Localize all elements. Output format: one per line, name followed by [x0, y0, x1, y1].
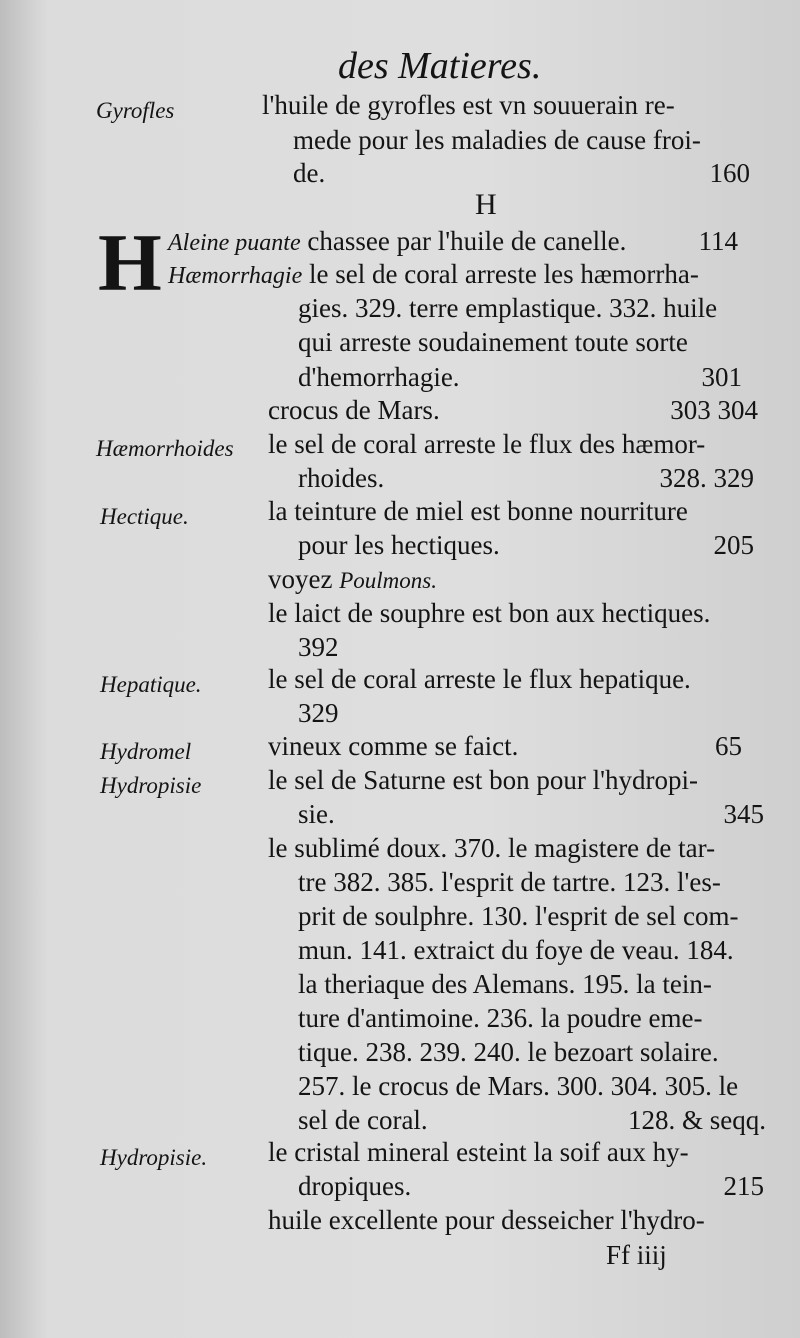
page-reference: 128. & seqq. — [628, 1105, 766, 1135]
entry-line: sel de coral. — [298, 1105, 428, 1135]
page-reference: 303 304 — [670, 395, 758, 425]
entry-line — [268, 564, 437, 595]
margin-heading-hepatique: Hepatique. — [100, 672, 202, 697]
entry-line: dropiques. — [298, 1171, 412, 1201]
page-reference: 160 — [709, 158, 750, 188]
entry-lead-haleine: Aleine puante — [168, 230, 301, 256]
running-header: des Matieres. — [338, 45, 542, 87]
entry-line: mede pour les maladies de cause froi- — [293, 125, 701, 155]
entry-line: crocus de Mars. — [268, 395, 440, 425]
entry-line: qui arreste soudainement toute sorte — [298, 327, 688, 357]
drop-cap: H — [98, 217, 162, 308]
entry-line: rhoides. — [298, 463, 385, 493]
entry-line: d'hemorrhagie. — [298, 362, 460, 392]
entry-line: le laict de souphre est bon aux hectiques. — [268, 598, 711, 628]
entry-line: 329 — [298, 698, 339, 728]
entry-line: le sublimé doux. 370. le magistere de tar- — [268, 833, 716, 863]
cross-reference: Poulmons. — [339, 568, 437, 593]
margin-heading-haemorrhoides: Hæmorrhoides — [96, 436, 234, 461]
entry-lead-haemorrhagie: Hæmorrhagie — [168, 263, 303, 289]
entry-line: le sel de coral arreste le flux des hæmor- — [268, 429, 706, 459]
page-reference: 328. 329 — [659, 463, 754, 493]
page-reference: 114 — [698, 226, 738, 256]
entry-line: prit de soulphre. 130. l'esprit de sel com- — [298, 901, 739, 931]
page-reference: 65 — [715, 731, 742, 761]
page-reference: 205 — [713, 530, 754, 560]
entry-line: la teinture de miel est bonne nourriture — [268, 496, 688, 526]
entry-line: de. — [293, 158, 326, 188]
margin-heading-hydropisie: Hydropisie — [100, 773, 202, 798]
entry-line: sie. — [298, 799, 335, 829]
page-reference: 215 — [723, 1171, 764, 1201]
margin-heading-hectique: Hectique. — [100, 504, 189, 529]
entry-line: ture d'antimoine. 236. la poudre eme- — [298, 1003, 703, 1033]
signature-mark: Ff iiij — [606, 1240, 667, 1270]
entry-line: mun. 141. extraict du foye de veau. 184. — [298, 935, 734, 965]
entry-text: le sel de coral arreste les hæmorrha- — [309, 259, 699, 289]
entry-line: le sel de coral arreste le flux hepatique. — [268, 664, 691, 694]
entry-line: vineux comme se faict. — [268, 731, 519, 761]
margin-heading-gyrofles: Gyrofles — [96, 98, 175, 123]
section-letter: H — [475, 188, 497, 221]
entry-line: le sel de Saturne est bon pour l'hydropi- — [268, 765, 699, 795]
margin-heading-hydromel: Hydromel — [100, 739, 192, 764]
entry-line: la theriaque des Alemans. 195. la tein- — [298, 969, 712, 999]
page-reference: 345 — [723, 799, 764, 829]
page-reference: 301 — [701, 362, 742, 392]
entry-line: huile excellente pour desseicher l'hydro- — [268, 1205, 705, 1235]
entry-line: 257. le crocus de Mars. 300. 304. 305. le — [298, 1071, 739, 1101]
entry-line: pour les hectiques. — [298, 530, 500, 560]
entry-text: chassee par l'huile de canelle. — [307, 226, 627, 256]
entry-line: tique. 238. 239. 240. le bezoart solaire. — [298, 1037, 719, 1067]
entry-line — [168, 226, 626, 257]
entry-line: gies. 329. terre emplastique. 332. huile — [298, 293, 718, 323]
entry-line: le cristal mineral esteint la soif aux hy- — [268, 1137, 689, 1167]
margin-heading-hydropisie-2: Hydropisie. — [100, 1145, 208, 1170]
entry-line: 392 — [298, 632, 339, 662]
entry-line — [168, 259, 699, 290]
entry-text: voyez — [268, 564, 333, 594]
entry-line: tre 382. 385. l'esprit de tartre. 123. l'es- — [298, 867, 721, 897]
entry-line: l'huile de gyrofles est vn souuerain re- — [262, 90, 675, 120]
